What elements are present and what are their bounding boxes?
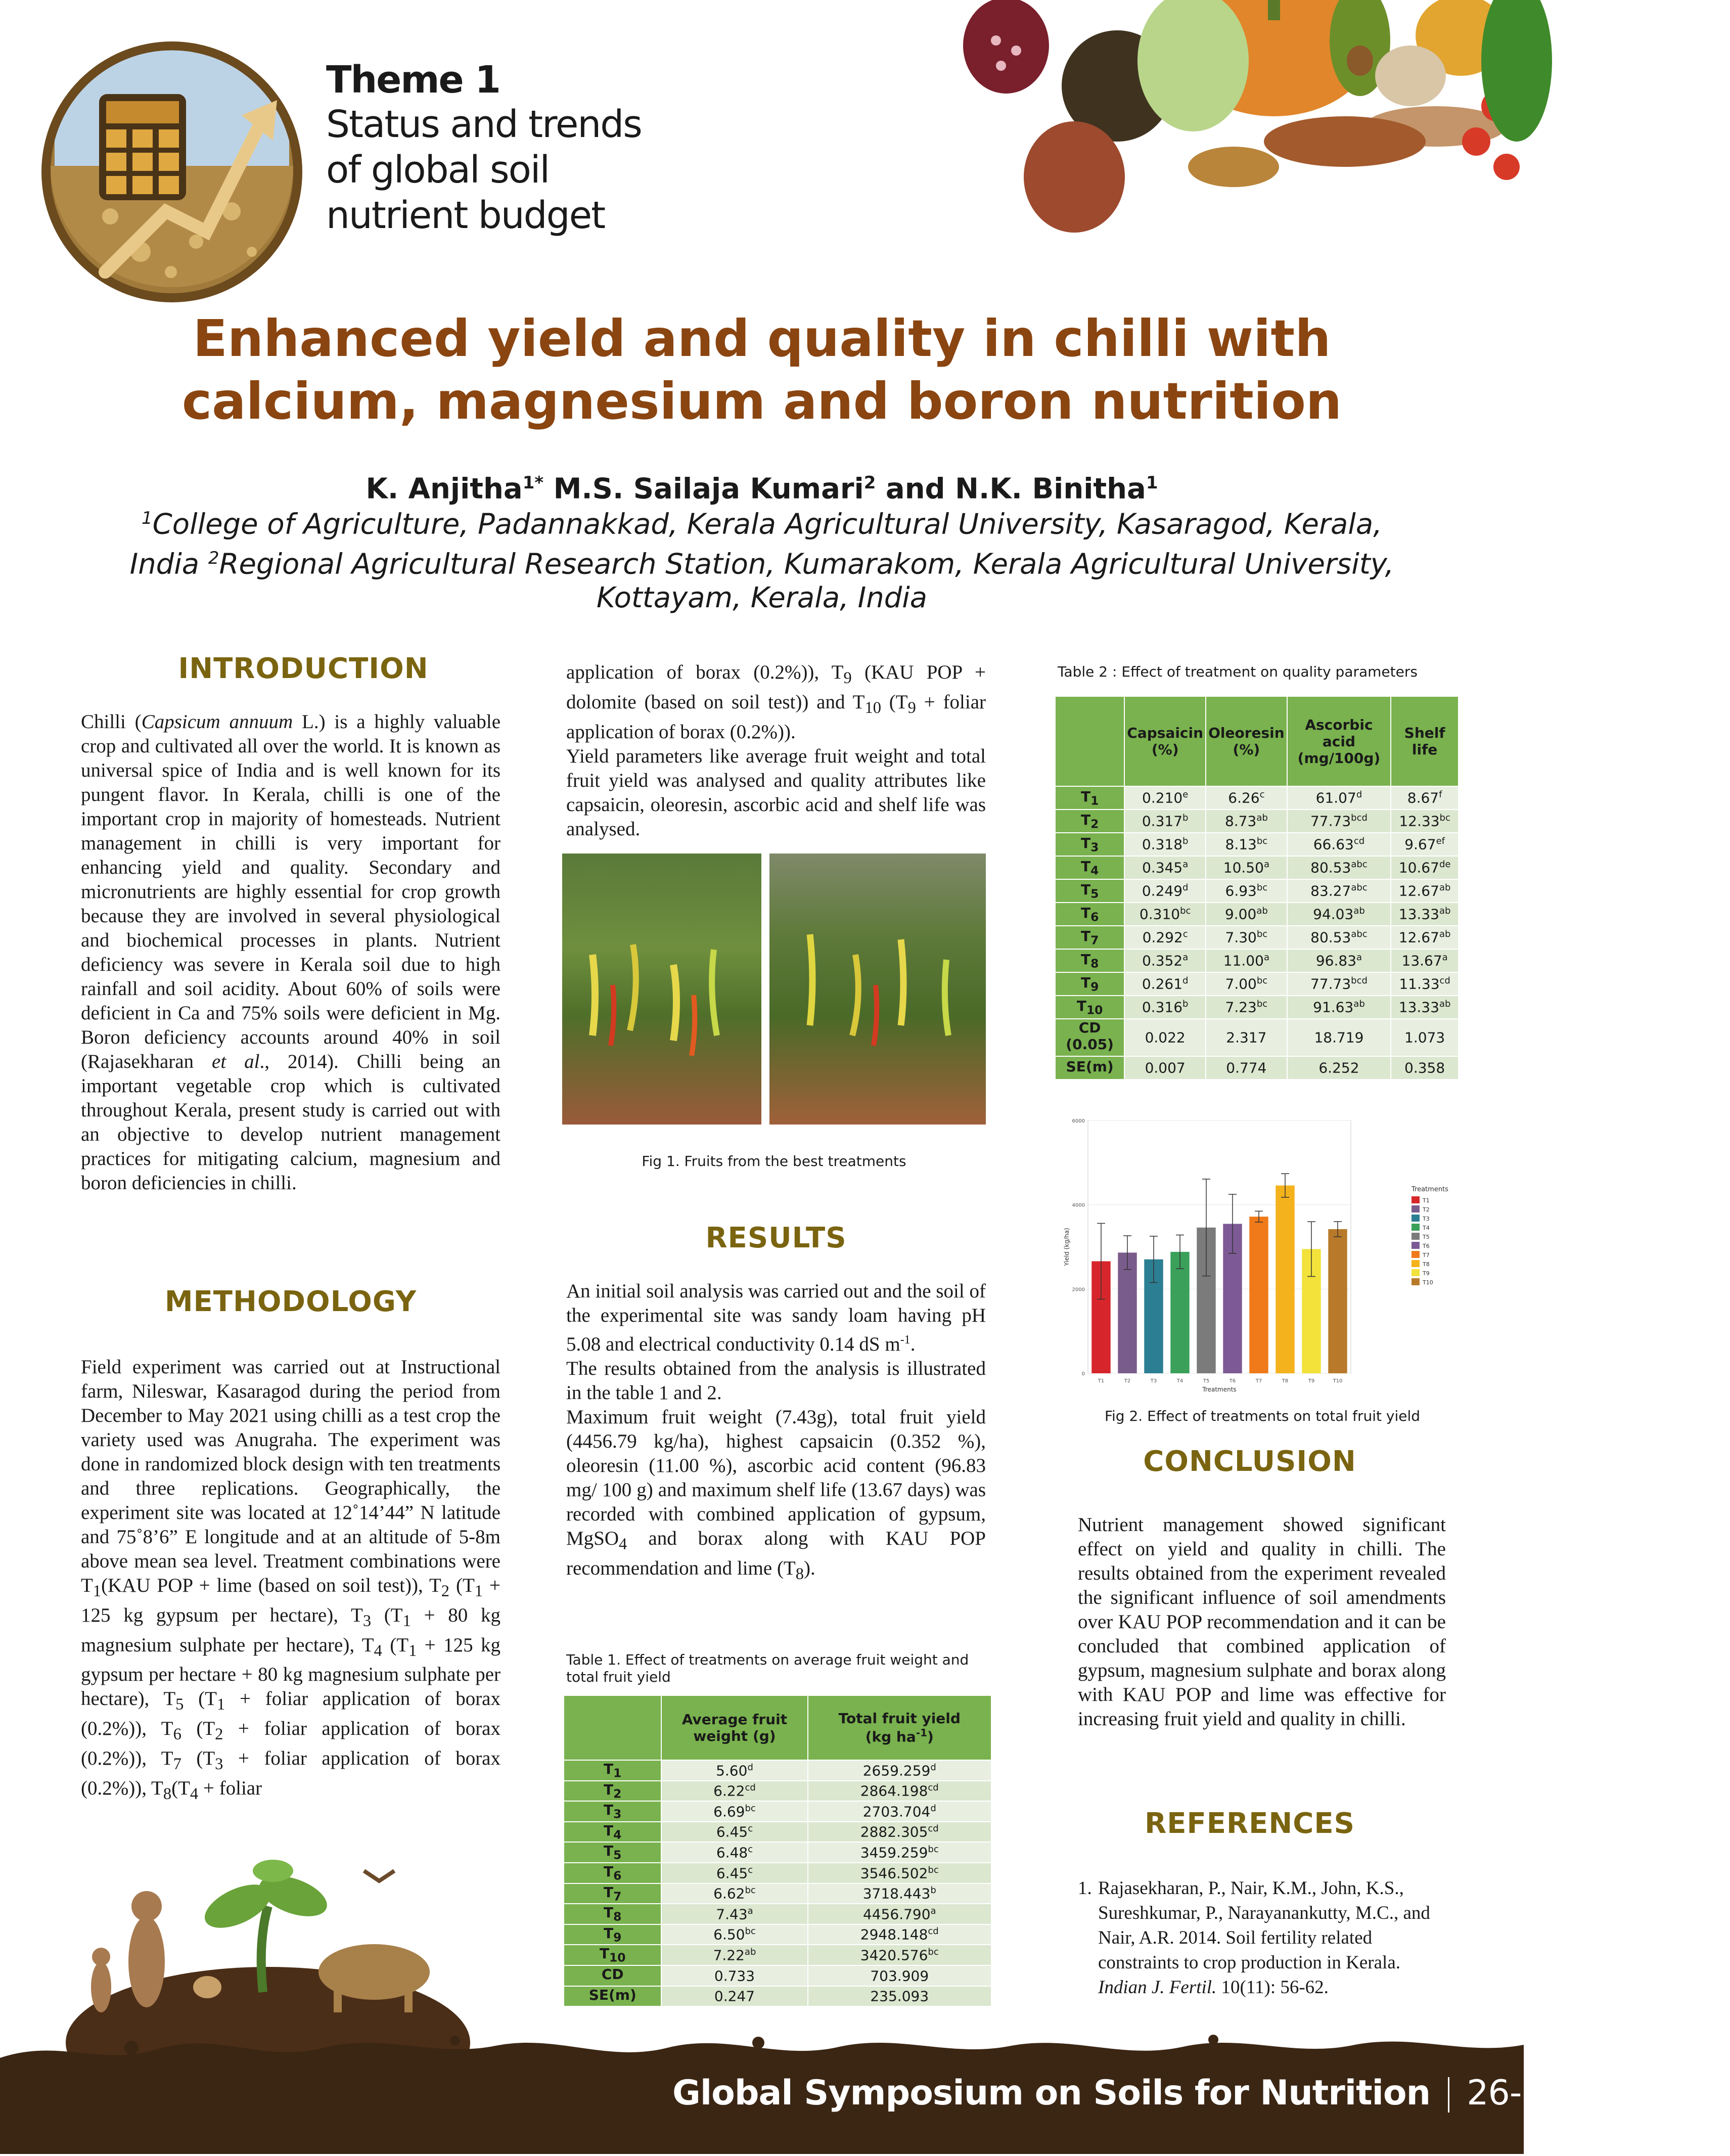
- legend-label: T9: [1423, 1270, 1430, 1277]
- legend-swatch-T9: [1412, 1269, 1420, 1276]
- table1-row-label: $T_3$: [564, 1801, 661, 1822]
- table2-ascorbic-cell: 80.53$^{abc}$: [1287, 856, 1391, 879]
- table2-oleoresin-cell: 10.50$^a$: [1206, 856, 1287, 879]
- table1-row: [564, 1801, 991, 1822]
- table1-corner: [564, 1695, 661, 1760]
- table2-capsaicin-cell: 0.007: [1124, 1056, 1206, 1080]
- table1-weight-cell: 6.22$^{cd}$: [661, 1781, 807, 1802]
- x-tick-label: T1: [1098, 1378, 1105, 1384]
- table1-row: [564, 1986, 991, 2007]
- introduction-text: Chilli (Capsicum annuum L.) is a highly valuable crop and cultivated all over the world. It is known as universal spice of India and is well known for its pungent flavor. In Kerala, chilli is one of the important crop in majority of homesteads. Nutrient management in chilli is very important for enhancing yield and quality. Secondary and micronutrients are highly essential for crop growth because they are involved in several physiological and biochemical processes in plants. Nutrient deficiency was severe in Kerala soil due to high rainfall and soil acidity. About 60% of soils were deficient in Ca and 75% soils were deficient in Mg. Boron deficiency accounts around 40% in soil (Rajasekharan et al., 2014). Chilli being an important vegetable crop which is cultivated throughout Kerala, present study is carried out with an objective to develop nutrient management practices for mitigating calcium, magnesium and boron deficiencies in chilli.: [81, 711, 501, 1194]
- x-tick-label: T8: [1282, 1378, 1289, 1384]
- table1-caption: Table 1. Effect of treatments on average fruit weight and total fruit yield: [566, 1651, 969, 1685]
- table2-oleoresin-cell: 7.23$^{bc}$: [1206, 996, 1287, 1019]
- y-tick-label: 0: [1081, 1371, 1085, 1377]
- affiliation-2: Regional Agricultural Research Station, Kumarakom, Kerala Agricultural University,: [219, 548, 1394, 581]
- table2-ascorbic-cell: 18.719: [1287, 1019, 1391, 1056]
- legend-swatch-T8: [1412, 1260, 1420, 1267]
- table2-oleoresin-cell: 6.26$^c$: [1206, 786, 1287, 810]
- table2-ascorbic-cell: 6.252: [1287, 1056, 1391, 1080]
- table1-col-weight: Average fruit weight (g): [661, 1695, 807, 1760]
- table2-caption: Table 2 : Effect of treatment on quality parameters: [1058, 663, 1418, 680]
- table2-shelf-life-cell: 13.33$^{ab}$: [1391, 996, 1459, 1019]
- theme-line-3: nutrient budget: [326, 194, 605, 237]
- table2-oleoresin-cell: 8.73$^{ab}$: [1206, 810, 1287, 833]
- footer-divider: [1448, 2077, 1449, 2113]
- legend-swatch-T5: [1412, 1233, 1420, 1240]
- symposium-date: 26-29 July 2022: [1467, 2073, 1730, 2113]
- reference-item: 1. Rajasekharan, P., Nair, K.M., John, K.S., Sureshkumar, P., Narayanankutty, M.C., and Nair, A.R. 2014. Soil fertility related constraints to crop production in Kerala. Indian J. Fertil. 10(11): 56-62.: [1078, 1876, 1452, 2000]
- table1-row: [564, 1904, 991, 1924]
- legend-swatch-T10: [1412, 1278, 1420, 1285]
- table2-shelf-life-cell: 8.67$^f$: [1391, 786, 1459, 810]
- x-axis-label: Treatments: [1202, 1386, 1237, 1393]
- results-text: An initial soil analysis was carried out and the soil of the experimental site was sandy loam having pH 5.08 and electrical conductivity 0.14 dS $m^{-1}$. The results obtained from the analysis is illustrated in the table 1 and 2. Maximum fruit weight (7.43g), total fruit yield (4456.79 kg/ha), highest capsaicin (0.352 %), oleoresin (11.00 %), ascorbic acid content (96.83 mg/ 100 g) and maximum shelf life (13.67 days) was recorded with combined application of gypsum, MgSO$_4$ and borax along with KAU POP recommendation and lime $(T_8)$.: [566, 1280, 986, 1583]
- legend-label: T10: [1423, 1279, 1433, 1286]
- table2-capsaicin-cell: 0.249$^d$: [1124, 879, 1206, 903]
- table1-row: [564, 1863, 991, 1883]
- table1-row-label: SE(m): [564, 1986, 661, 2007]
- table2-ascorbic-cell: 66.63$^{cd}$: [1287, 833, 1391, 856]
- table1-weight-cell: 6.45$^c$: [661, 1863, 807, 1883]
- x-tick-label: T6: [1229, 1378, 1236, 1384]
- table2-col-capsaicin: Capsaicin (%): [1124, 696, 1206, 786]
- table1-row: [564, 1883, 991, 1904]
- fig1-photo-left: [562, 854, 761, 1125]
- table2-ascorbic-cell: 61.07$^d$: [1287, 786, 1391, 810]
- table2-shelf-life-cell: 13.67$^a$: [1391, 949, 1459, 972]
- table1-row-label: $T_9$: [564, 1924, 661, 1945]
- fig2-caption: Fig 2. Effect of treatments on total fruit yield: [1104, 1408, 1421, 1424]
- table2-capsaicin-cell: 0.352$^a$: [1124, 949, 1206, 972]
- table2-capsaicin-cell: 0.316$^b$: [1124, 996, 1206, 1019]
- table2-row-label: $T_4$: [1055, 856, 1124, 879]
- x-tick-label: T7: [1255, 1378, 1262, 1384]
- table1-weight-cell: 6.48$^c$: [661, 1842, 807, 1863]
- table2-ascorbic-cell: 94.03$^{ab}$: [1287, 903, 1391, 926]
- table2-row-label: $T_7$: [1055, 926, 1124, 949]
- table2-oleoresin-cell: 2.317: [1206, 1019, 1287, 1056]
- x-tick-label: T2: [1124, 1378, 1131, 1384]
- title-line-2: calcium, magnesium and boron nutrition: [181, 372, 1342, 431]
- theme-logo: [39, 39, 304, 304]
- table1-row-label: $T_5$: [564, 1842, 661, 1863]
- table2-row-label: $T_5$: [1055, 879, 1124, 903]
- x-tick-label: T5: [1203, 1378, 1210, 1384]
- table2-row-label: CD (0.05): [1055, 1019, 1124, 1056]
- table2-corner: [1055, 696, 1124, 786]
- table2-capsaicin-cell: 0.261$^d$: [1124, 972, 1206, 996]
- theme-block: [326, 58, 642, 238]
- fig1-caption: Fig 1. Fruits from the best treatments: [642, 1153, 906, 1170]
- table1-row-label: $T_7$: [564, 1883, 661, 1904]
- affiliation-1-country: India: [129, 548, 208, 581]
- table2-capsaicin-cell: 0.292$^c$: [1124, 926, 1206, 949]
- affiliation-1: College of Agriculture, Padannakkad, Kerala Agricultural University, Kasaragod, Kerala,: [152, 508, 1382, 541]
- legend-label: T1: [1423, 1197, 1430, 1204]
- table2-row: [1055, 833, 1459, 856]
- table2-ascorbic-cell: 77.73$^{bcd}$: [1287, 810, 1391, 833]
- legend-label: T8: [1423, 1261, 1430, 1268]
- table1-row-label: $T_8$: [564, 1904, 661, 1924]
- table1-weight-cell: 6.62$^{bc}$: [661, 1883, 807, 1904]
- x-tick-label: T4: [1176, 1378, 1183, 1384]
- table1-row: [564, 1842, 991, 1863]
- table2-ascorbic-cell: 77.73$^{bcd}$: [1287, 972, 1391, 996]
- table1-row-label: $T_6$: [564, 1863, 661, 1883]
- species-name: Capsicum annuum: [141, 711, 293, 733]
- table2-col-oleoresin: Oleoresin (%): [1206, 696, 1287, 786]
- table2-capsaicin-cell: 0.310$^{bc}$: [1124, 903, 1206, 926]
- theme-line-1: Status and trends: [326, 103, 642, 146]
- table2-shelf-life-cell: 10.67de: [1391, 856, 1459, 879]
- legend-label: T6: [1423, 1243, 1430, 1249]
- legend-swatch-T7: [1412, 1251, 1420, 1258]
- affiliations: [0, 502, 1524, 615]
- table2-row-label: SE(m): [1055, 1056, 1124, 1080]
- table2-oleoresin-cell: 6.93$^{bc}$: [1206, 879, 1287, 903]
- table2-shelf-life-cell: 12.67$^{ab}$: [1391, 879, 1459, 903]
- table1-weight-cell: 7.22$^{ab}$: [661, 1945, 807, 1965]
- table1-weight-cell: 0.247: [661, 1986, 807, 2007]
- table2-row-label: $T_9$: [1055, 972, 1124, 996]
- table1-weight-cell: 5.60$^d$: [661, 1760, 807, 1781]
- authors: [0, 466, 1524, 506]
- table1-yield-cell: 3459.259$^{bc}$: [808, 1842, 991, 1863]
- table1-yield-cell: 235.093: [808, 1986, 991, 2007]
- theme-label: Theme 1: [326, 58, 500, 102]
- table1-yield-cell: 4456.790$^a$: [808, 1904, 991, 1924]
- table2-body: [1055, 786, 1459, 1080]
- table2-row-label: $T_2$: [1055, 810, 1124, 833]
- legend-swatch-T1: [1412, 1196, 1420, 1203]
- methodology-heading: METHODOLOGY: [164, 1285, 417, 1318]
- table1: [563, 1695, 992, 2007]
- table1-row: [564, 1924, 991, 1945]
- y-tick-label: 2000: [1072, 1287, 1085, 1293]
- bar-T8: [1276, 1186, 1294, 1373]
- table2-row: [1055, 856, 1459, 879]
- x-tick-label: T3: [1150, 1378, 1157, 1384]
- table2-shelf-life-cell: 0.358: [1391, 1056, 1459, 1080]
- table1-weight-cell: 6.69$^{bc}$: [661, 1801, 807, 1822]
- affiliation-2-location: Kottayam, Kerala, India: [596, 581, 928, 615]
- author-2: M.S. Sailaja Kumari: [543, 472, 864, 506]
- author-1-affil: 1*: [522, 473, 544, 493]
- legend-swatch-T3: [1412, 1215, 1420, 1222]
- table2-shelf-life-cell: 12.33$^{bc}$: [1391, 810, 1459, 833]
- table2-oleoresin-cell: 7.30$^{bc}$: [1206, 926, 1287, 949]
- legend-label: T3: [1423, 1216, 1430, 1222]
- results-heading: RESULTS: [705, 1222, 847, 1254]
- references-heading: REFERENCES: [1145, 1807, 1355, 1840]
- table1-yield-cell: 3718.443$^b$: [808, 1883, 991, 1904]
- y-axis-label: Yield (kg/ha): [1063, 1228, 1070, 1266]
- table2-ascorbic-cell: 83.27$^{abc}$: [1287, 879, 1391, 903]
- table2-ascorbic-cell: 91.63$^{ab}$: [1287, 996, 1391, 1019]
- legend-swatch-T4: [1412, 1224, 1420, 1231]
- table2-oleoresin-cell: 0.774: [1206, 1056, 1287, 1080]
- table1-yield-cell: 703.909: [808, 1965, 991, 1986]
- table2-row-label: $T_3$: [1055, 833, 1124, 856]
- conclusion-text: Nutrient management showed significant effect on yield and quality in chilli. The results obtained from the experiment revealed the significant influence of soil amendments over KAU POP recommendation and it can be concluded that combined application of gypsum, magnesium sulphate and borax along with KAU POP and lime was effective for increasing fruit yield and quality in chilli.: [1078, 1514, 1446, 1730]
- author-2-affil: 2: [863, 473, 876, 493]
- x-tick-label: T10: [1333, 1378, 1343, 1384]
- table2-capsaicin-cell: 0.022: [1124, 1019, 1206, 1056]
- table2: [1055, 696, 1459, 1080]
- table1-row-label: $T_{10}$: [564, 1945, 661, 1965]
- theme-line-2: of global soil: [326, 148, 550, 192]
- table1-yield-cell: 2659.259$^d$: [808, 1760, 991, 1781]
- methodology-continued: application of borax (0.2%)), $T_9$ (KAU POP + dolomite (based on soil test)) and $T_{10}$ ($T_9$ + foliar application of borax (0.2%)). Yield parameters like average fruit weight and total fruit yield was analysed and quality attributes like capsaicin, oleoresin, ascorbic acid and shelf life was analysed.: [566, 661, 986, 840]
- table2-row: [1055, 810, 1459, 833]
- y-tick-label: 6000: [1072, 1118, 1085, 1124]
- table2-row: [1055, 786, 1459, 810]
- legend-swatch-T2: [1412, 1205, 1420, 1212]
- fig2-chart: [1058, 1110, 1467, 1394]
- table2-capsaicin-cell: 0.318$^b$: [1124, 833, 1206, 856]
- table2-shelf-life-cell: 9.67$^{ef}$: [1391, 833, 1459, 856]
- table1-yield-cell: 2882.305$^{cd}$: [808, 1822, 991, 1843]
- fig1-photo-right: [769, 854, 986, 1125]
- affil-2-mark: 2: [208, 548, 219, 568]
- legend-label: T7: [1423, 1252, 1430, 1259]
- food-illustration: [950, 0, 1524, 283]
- author-1: K. Anjitha: [366, 472, 523, 506]
- table1-row-label: $T_2$: [564, 1781, 661, 1802]
- table2-oleoresin-cell: 11.00$^a$: [1206, 949, 1287, 972]
- table2-capsaicin-cell: 0.317$^b$: [1124, 810, 1206, 833]
- table1-row-label: $T_4$: [564, 1822, 661, 1843]
- table1-body: [564, 1760, 991, 2006]
- legend-title: Treatments: [1412, 1186, 1448, 1193]
- table1-row: [564, 1822, 991, 1843]
- table1-weight-cell: 6.50$^{bc}$: [661, 1924, 807, 1945]
- table1-yield-cell: 2948.148$^{cd}$: [808, 1924, 991, 1945]
- table1-yield-cell: 2703.704$^d$: [808, 1801, 991, 1822]
- poster-title: [0, 307, 1524, 433]
- table2-row: [1055, 1056, 1459, 1080]
- table2-col-shelf-life: Shelf life: [1391, 696, 1459, 786]
- y-tick-label: 4000: [1072, 1202, 1085, 1208]
- affil-1-mark: 1: [142, 508, 153, 528]
- bar-T2: [1118, 1252, 1136, 1373]
- table2-row-label: $T_6$: [1055, 903, 1124, 926]
- table1-row: [564, 1760, 991, 1781]
- table2-row-label: $T_1$: [1055, 786, 1124, 810]
- table2-col-ascorbic: Ascorbic acid (mg/100g): [1287, 696, 1391, 786]
- table2-row: [1055, 903, 1459, 926]
- table2-shelf-life-cell: 12.67$^{ab}$: [1391, 926, 1459, 949]
- legend-label: T4: [1423, 1225, 1430, 1231]
- legend-label: T5: [1423, 1234, 1430, 1240]
- table2-shelf-life-cell: 1.073: [1391, 1019, 1459, 1056]
- bar-T7: [1249, 1217, 1268, 1373]
- table1-weight-cell: 6.45$^c$: [661, 1822, 807, 1843]
- table2-capsaicin-cell: 0.210e: [1124, 786, 1206, 810]
- table2-oleoresin-cell: 7.00$^{bc}$: [1206, 972, 1287, 996]
- table2-ascorbic-cell: 80.53$^{abc}$: [1287, 926, 1391, 949]
- title-line-1: Enhanced yield and quality in chilli with: [193, 309, 1331, 368]
- table1-col-yield: Total fruit yield (kg $ha^{-1}$): [808, 1695, 991, 1760]
- table1-yield-cell: 2864.198$^{cd}$: [808, 1781, 991, 1802]
- table1-row-label: $T_1$: [564, 1760, 661, 1781]
- introduction-heading: INTRODUCTION: [178, 652, 429, 685]
- table2-row: [1055, 879, 1459, 903]
- bar-T10: [1328, 1229, 1347, 1373]
- bar-T4: [1170, 1252, 1189, 1373]
- table2-ascorbic-cell: 96.83$^a$: [1287, 949, 1391, 972]
- bar-chart: [1058, 1110, 1467, 1394]
- table2-capsaicin-cell: 0.345$^a$: [1124, 856, 1206, 879]
- methodology-text: Field experiment was carried out at Instructional farm, Nileswar, Kasaragod during the period from December to May 2021 using chilli as a test crop the variety used was Anugraha. The experiment was done in randomized block design with ten treatments and three replications. Geographically, the experiment site was located at 12˚14’44” N latitude and 75˚8’6” E longitude and at an altitude of 5-8m above mean sea level. Treatment combinations were $T_1(KAU$ POP + lime (based on soil test)), $T_2$ ($T_1 + 125$ kg gypsum per hectare), $T_3$ ($T_1 + 80$ kg magnesium sulphate per hectare), $T_4$ ($T_1 + 125$ kg gypsum per hectare + 80 kg magnesium sulphate per hectare), $T_5$ ($T_1$ + foliar application of borax (0.2%)), $T_6$ ($T_2$ + foliar application of borax (0.2%)), $T_7$ ($T_3$ + foliar application of borax (0.2%)), $T_8(T_4$ + foliar: [81, 1356, 501, 1803]
- conclusion-heading: CONCLUSION: [1143, 1445, 1356, 1478]
- table2-row: [1055, 926, 1459, 949]
- author-3-affil: 1: [1146, 473, 1158, 493]
- reference-number: 1.: [1078, 1878, 1092, 1899]
- table2-row-label: $T_{10}$: [1055, 996, 1124, 1019]
- table1-weight-cell: 0.733: [661, 1965, 807, 1986]
- table2-shelf-life-cell: 13.33$^{ab}$: [1391, 903, 1459, 926]
- table2-row: [1055, 972, 1459, 996]
- table2-oleoresin-cell: 8.13$^{bc}$: [1206, 833, 1287, 856]
- table1-yield-cell: 3546.502$^{bc}$: [808, 1863, 991, 1883]
- legend-swatch-T6: [1412, 1242, 1420, 1249]
- table1-yield-cell: 3420.576$^{bc}$: [808, 1945, 991, 1965]
- footer-text: [672, 2073, 1730, 2113]
- table1-row: [564, 1781, 991, 1802]
- table2-row-label: $T_8$: [1055, 949, 1124, 972]
- table2-row: [1055, 949, 1459, 972]
- author-3: and N.K. Binitha: [876, 472, 1146, 506]
- table2-row: [1055, 1019, 1459, 1056]
- table1-row: [564, 1945, 991, 1965]
- table1-row: [564, 1965, 991, 1986]
- x-tick-label: T9: [1308, 1378, 1315, 1384]
- table2-row: [1055, 996, 1459, 1019]
- table1-row-label: CD: [564, 1965, 661, 1986]
- table2-oleoresin-cell: 9.00$^{ab}$: [1206, 903, 1287, 926]
- table1-weight-cell: 7.43$^a$: [661, 1904, 807, 1924]
- legend-label: T2: [1423, 1206, 1430, 1213]
- symposium-name: Global Symposium on Soils for Nutrition: [672, 2073, 1431, 2113]
- table2-shelf-life-cell: 11.33$^{cd}$: [1391, 972, 1459, 996]
